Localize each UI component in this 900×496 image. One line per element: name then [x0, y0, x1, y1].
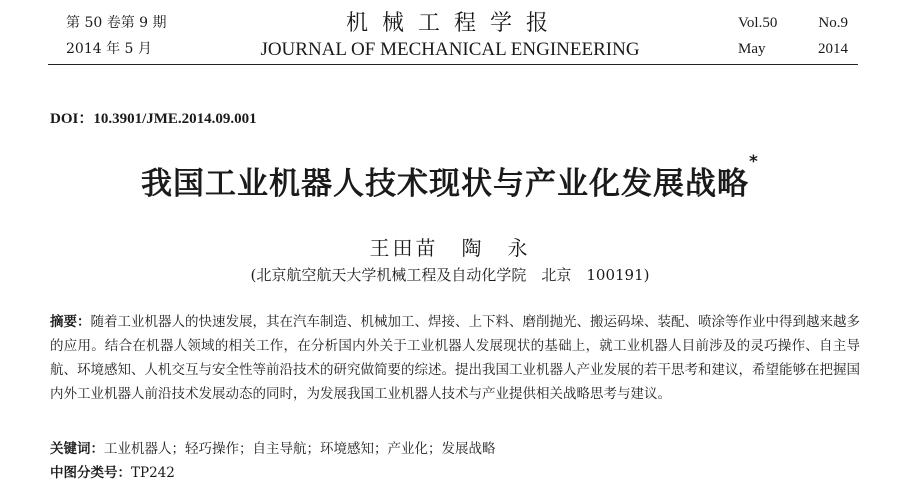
author-affiliation: (北京航空航天大学机械工程及自动化学院 北京 100191) — [250, 266, 650, 284]
clc-text: TP242 — [131, 465, 175, 481]
keywords-label: 关键词： — [50, 441, 104, 457]
author-list: 王田苗 陶 永 — [369, 236, 531, 260]
journal-name-cn: 机械工程学报 — [345, 11, 562, 36]
clc-label: 中图分类号： — [50, 465, 131, 481]
title-footnote-mark[interactable]: * — [749, 152, 759, 172]
classification-number — [50, 462, 175, 484]
header-divider — [48, 64, 858, 65]
doi-link[interactable]: DOI：10.3901/JME.2014.09.001 — [50, 111, 257, 127]
keywords — [50, 438, 496, 460]
volume-en: Vol.50 — [738, 15, 778, 31]
month-en: May — [738, 41, 766, 57]
date-row-en — [738, 36, 848, 62]
paper-title-text: 我国工业机器人技术现状与产业化发展战略 — [141, 166, 750, 202]
abstract-label: 摘要： — [50, 314, 91, 330]
journal-name-en: JOURNAL OF MECHANICAL ENGINEERING — [260, 39, 640, 60]
keywords-text: 工业机器人；轻巧操作；自主导航；环境感知；产业化；发展战略 — [104, 441, 496, 457]
volume-number-row — [738, 10, 848, 36]
volume-issue-cn: 第 50 卷第 9 期 — [66, 15, 167, 31]
number-en: No.9 — [818, 15, 848, 31]
publication-date-cn: 2014 年 5 月 — [66, 41, 152, 57]
abstract-text: 随着工业机器人的快速发展，其在汽车制造、机械加工、焊接、上下料、磨削抛光、搬运码垛、装配、喷涂等作业中得到越来越多的应用。结合在机器人领域的相关工作，在分析国内外关于工业机器人发展现状的基础上，就工业机器人目前涉及的灵巧操作、自主导航、环境感知、人机交互与安全性等前沿技术的研究做简要的综述。提出我国工业机器人产业发展的若干思考和建议，希望能够在把握国内外工业机器人前沿技术发展动态的同时，为发展我国工业机器人技术与产业提供相关战略思考与建议。 — [50, 314, 860, 402]
abstract — [50, 310, 860, 406]
paper-title — [0, 152, 900, 203]
year-en: 2014 — [818, 41, 848, 57]
header-issue-info-en — [738, 10, 848, 62]
